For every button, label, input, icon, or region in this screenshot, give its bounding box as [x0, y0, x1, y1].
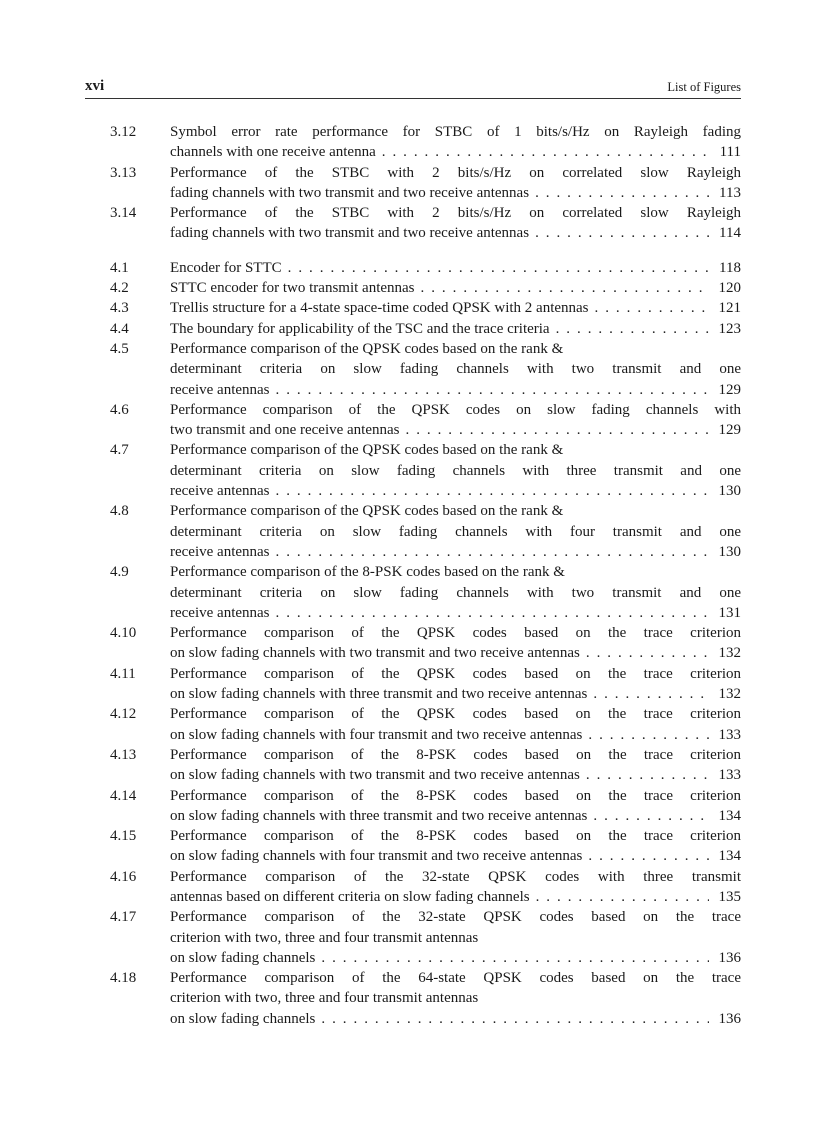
- figure-number: 4.2: [110, 280, 129, 297]
- figure-entry[interactable]: [110, 339, 741, 400]
- figure-caption-line: Trellis structure for a 4-state space-time coded QPSK with 2 antennas: [170, 300, 589, 317]
- page-reference[interactable]: 118: [719, 259, 741, 276]
- page-reference[interactable]: 129: [718, 381, 741, 398]
- figure-number: 4.1: [110, 259, 129, 276]
- figure-caption-line: Performance comparison of the QPSK codes based on the trace criterion: [170, 625, 741, 642]
- dot-leader: [270, 542, 709, 562]
- figure-entry[interactable]: [110, 298, 741, 318]
- figure-caption-line: Performance comparison of the QPSK codes based on the rank &: [170, 503, 564, 520]
- figure-caption-line: Performance comparison of the 8-PSK codes based on the trace criterion: [170, 828, 741, 845]
- page-reference[interactable]: 123: [718, 320, 741, 337]
- page-reference[interactable]: 133: [718, 726, 741, 743]
- figure-caption-line: fading channels with two transmit and two receive antennas: [170, 184, 530, 201]
- dot-leader: [315, 948, 709, 968]
- figure-number: 4.3: [110, 300, 129, 317]
- figure-entry[interactable]: [110, 501, 741, 562]
- figure-caption-line: Performance comparison of the QPSK codes based on the trace criterion: [170, 706, 741, 723]
- figure-number: 3.13: [110, 164, 137, 181]
- figure-entry[interactable]: [110, 400, 741, 441]
- figure-caption-line: Performance comparison of the 64-state QPSK codes based on the trace: [170, 970, 741, 987]
- list-of-figures: [110, 122, 741, 1029]
- figure-caption-line: antennas based on different criteria on slow fading channels: [170, 888, 530, 905]
- figure-entry[interactable]: [110, 867, 741, 908]
- figure-number: 4.9: [110, 564, 129, 581]
- dot-leader: [587, 806, 709, 826]
- figure-entry[interactable]: [110, 786, 741, 827]
- page-reference[interactable]: 133: [718, 767, 741, 784]
- figure-caption-line: on slow fading channels: [170, 949, 316, 966]
- page-reference[interactable]: 135: [718, 888, 741, 905]
- dot-leader: [270, 380, 709, 400]
- dot-leader: [270, 603, 709, 623]
- page-reference[interactable]: 132: [718, 645, 741, 662]
- figure-entry[interactable]: [110, 278, 741, 298]
- dot-leader: [315, 1009, 709, 1029]
- figure-caption-line: receive antennas: [170, 483, 270, 500]
- figure-caption-line: Performance comparison of the 8-PSK codes based on the rank &: [170, 564, 565, 581]
- figure-number: 4.10: [110, 625, 137, 642]
- figure-caption-line: Performance comparison of the 32-state QPSK codes with three transmit: [170, 868, 741, 885]
- figure-caption-line: Symbol error rate performance for STBC of 1 bits/s/Hz on Rayleigh fading: [170, 124, 741, 140]
- figure-caption-line: Performance comparison of the QPSK codes based on the trace criterion: [170, 665, 741, 682]
- running-title: List of Figures: [667, 80, 741, 94]
- figure-caption-line: fading channels with two transmit and two receive antennas: [170, 225, 530, 242]
- figure-number: 4.16: [110, 868, 137, 885]
- figure-caption-line: on slow fading channels with two transmit and two receive antennas: [170, 767, 580, 784]
- figure-caption-line: Performance comparison of the 32-state QPSK codes based on the trace: [170, 909, 741, 926]
- figure-caption-line: Performance comparison of the 8-PSK codes based on the trace criterion: [170, 787, 741, 804]
- figure-caption-line: channels with one receive antenna: [170, 144, 376, 161]
- figure-number: 3.14: [110, 205, 137, 222]
- dot-leader: [282, 258, 709, 278]
- page-reference[interactable]: 121: [718, 300, 741, 317]
- figure-caption-line: STTC encoder for two transmit antennas: [170, 280, 415, 297]
- dot-leader: [376, 142, 709, 162]
- group-separator: [110, 244, 741, 258]
- figure-entry[interactable]: [110, 203, 741, 244]
- figure-entry[interactable]: [110, 319, 741, 339]
- dot-leader: [580, 765, 709, 785]
- figure-number: 4.15: [110, 828, 137, 845]
- figure-caption-line: Performance comparison of the QPSK codes on slow fading channels with: [170, 401, 741, 418]
- figure-number: 3.12: [110, 124, 137, 140]
- page-header: [85, 78, 741, 99]
- dot-leader: [400, 420, 710, 440]
- figure-caption-line: on slow fading channels with three transmit and two receive antennas: [170, 807, 588, 824]
- figure-caption-line: on slow fading channels with four transmit and two receive antennas: [170, 726, 583, 743]
- figure-number: 4.4: [110, 320, 129, 337]
- figure-caption-line: receive antennas: [170, 543, 270, 560]
- dot-leader: [529, 183, 709, 203]
- figure-caption-line: two transmit and one receive antennas: [170, 422, 400, 439]
- figure-caption-line: Performance of the STBC with 2 bits/s/Hz on correlated slow Rayleigh: [170, 205, 741, 222]
- page-reference[interactable]: 132: [718, 686, 741, 703]
- figure-number: 4.17: [110, 909, 137, 926]
- dot-leader: [530, 887, 709, 907]
- page-reference[interactable]: 120: [718, 280, 741, 297]
- figure-entry[interactable]: [110, 163, 741, 204]
- page-reference[interactable]: 130: [718, 483, 741, 500]
- figure-number: 4.5: [110, 340, 129, 357]
- figure-caption-line: Performance of the STBC with 2 bits/s/Hz on correlated slow Rayleigh: [170, 164, 741, 181]
- figure-caption-line: determinant criteria on slow fading channels with four transmit and one: [170, 523, 741, 540]
- figure-entry[interactable]: [110, 122, 741, 163]
- page-reference[interactable]: 136: [718, 1010, 741, 1027]
- figure-caption-line: Encoder for STTC: [170, 259, 282, 276]
- figure-caption-line: receive antennas: [170, 604, 270, 621]
- dot-leader: [529, 223, 709, 243]
- figure-number: 4.11: [110, 665, 136, 682]
- figure-entry[interactable]: [110, 664, 741, 705]
- figure-caption-line: on slow fading channels with three transmit and two receive antennas: [170, 686, 588, 703]
- figure-number: 4.12: [110, 706, 137, 723]
- page-reference[interactable]: 136: [718, 949, 741, 966]
- dot-leader: [415, 278, 709, 298]
- figure-caption-line: Performance comparison of the QPSK codes based on the rank &: [170, 442, 564, 459]
- figure-caption-line: criterion with two, three and four transmit antennas: [170, 929, 479, 946]
- page-reference[interactable]: 134: [718, 807, 741, 824]
- figure-caption-line: receive antennas: [170, 381, 270, 398]
- dot-leader: [580, 643, 709, 663]
- figure-entry[interactable]: [110, 704, 741, 745]
- figure-number: 4.13: [110, 746, 137, 763]
- figure-number: 4.14: [110, 787, 137, 804]
- page-reference[interactable]: 129: [718, 422, 741, 439]
- figure-caption-line: on slow fading channels with four transmit and two receive antennas: [170, 848, 583, 865]
- page-reference[interactable]: 111: [719, 144, 741, 161]
- figure-entry[interactable]: [110, 968, 741, 1029]
- page-reference[interactable]: 134: [718, 848, 741, 865]
- figure-entry[interactable]: [110, 745, 741, 786]
- figure-caption-line: Performance comparison of the QPSK codes based on the rank &: [170, 340, 564, 357]
- figure-caption-line: criterion with two, three and four transmit antennas: [170, 990, 479, 1007]
- dot-leader: [582, 725, 709, 745]
- page-reference[interactable]: 114: [719, 225, 741, 242]
- figure-caption-line: determinant criteria on slow fading channels with two transmit and one: [170, 584, 741, 601]
- figure-caption-line: determinant criteria on slow fading channels with two transmit and one: [170, 361, 741, 378]
- page-reference[interactable]: 131: [718, 604, 741, 621]
- figure-entry[interactable]: [110, 826, 741, 867]
- figure-caption-line: Performance comparison of the 8-PSK codes based on the trace criterion: [170, 746, 741, 763]
- dot-leader: [550, 319, 709, 339]
- figure-caption-line: on slow fading channels: [170, 1010, 316, 1027]
- page-reference[interactable]: 130: [718, 543, 741, 560]
- page-reference[interactable]: 113: [719, 184, 741, 201]
- figure-number: 4.7: [110, 442, 129, 459]
- figure-entry[interactable]: [110, 623, 741, 664]
- dot-leader: [270, 481, 709, 501]
- figure-entry[interactable]: [110, 440, 741, 501]
- figure-entry[interactable]: [110, 562, 741, 623]
- figure-caption-line: determinant criteria on slow fading channels with three transmit and one: [170, 462, 741, 479]
- dot-leader: [582, 846, 709, 866]
- dot-leader: [587, 684, 709, 704]
- figure-number: 4.6: [110, 401, 129, 418]
- figure-number: 4.8: [110, 503, 129, 520]
- page-number: xvi: [85, 78, 105, 94]
- figure-caption-line: The boundary for applicability of the TSC and the trace criteria: [170, 320, 550, 337]
- figure-entry[interactable]: [110, 907, 741, 968]
- figure-caption-line: on slow fading channels with two transmit and two receive antennas: [170, 645, 580, 662]
- dot-leader: [589, 298, 709, 318]
- figure-number: 4.18: [110, 970, 137, 987]
- figure-entry[interactable]: [110, 258, 741, 278]
